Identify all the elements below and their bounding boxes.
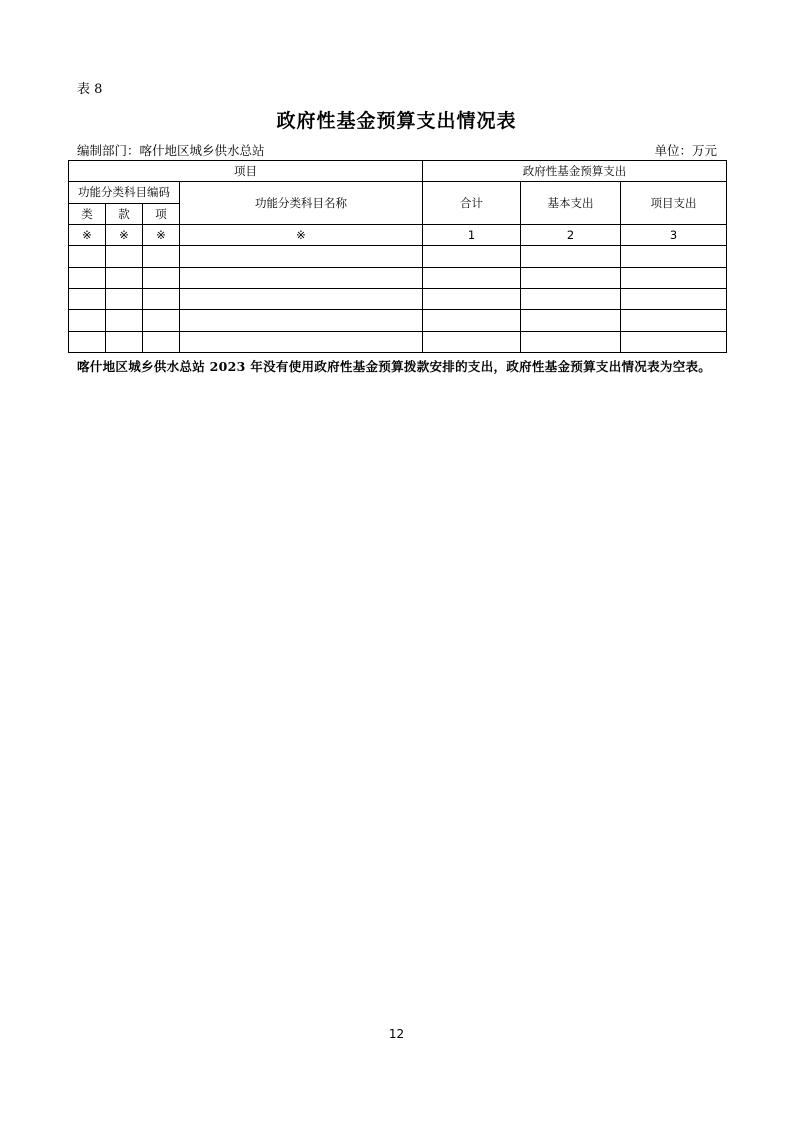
table-cell <box>143 310 180 331</box>
index-cell: ※ <box>69 224 106 245</box>
header-xiang: 项 <box>143 203 180 224</box>
table-cell <box>180 331 423 352</box>
table-row <box>69 310 727 331</box>
table-cell <box>621 310 727 331</box>
table-cell <box>180 246 423 267</box>
budget-table <box>68 160 727 353</box>
table-cell <box>180 310 423 331</box>
table-cell <box>521 310 621 331</box>
table-row <box>69 246 727 267</box>
table-cell <box>423 246 521 267</box>
department-label: 编制部门：喀什地区城乡供水总站 <box>77 143 265 158</box>
table-cell <box>69 288 106 309</box>
table-cell <box>106 288 143 309</box>
table-cell <box>521 246 621 267</box>
table-cell <box>69 331 106 352</box>
index-cell: ※ <box>180 224 423 245</box>
header-item: 项目 <box>69 161 423 182</box>
table-cell <box>143 288 180 309</box>
table-cell <box>143 267 180 288</box>
table-cell <box>106 246 143 267</box>
table-cell <box>621 246 727 267</box>
table-cell <box>423 267 521 288</box>
page-title: 政府性基金预算支出情况表 <box>276 110 517 132</box>
table-cell <box>143 331 180 352</box>
page-number: 12 <box>388 1027 405 1041</box>
table-cell <box>69 267 106 288</box>
header-basic: 基本支出 <box>521 182 621 225</box>
header-kuan: 款 <box>106 203 143 224</box>
unit-label: 单位：万元 <box>654 143 717 158</box>
header-project: 项目支出 <box>621 182 727 225</box>
header-function-code: 功能分类科目编码 <box>69 182 180 203</box>
header-total: 合计 <box>423 182 521 225</box>
header-lei: 类 <box>69 203 106 224</box>
table-cell <box>143 246 180 267</box>
index-cell: 2 <box>521 224 621 245</box>
index-row <box>69 224 727 245</box>
index-cell: ※ <box>143 224 180 245</box>
table-cell <box>423 310 521 331</box>
table-row <box>69 288 727 309</box>
table-cell <box>621 331 727 352</box>
table-cell <box>106 267 143 288</box>
table-row <box>69 331 727 352</box>
table-cell <box>106 331 143 352</box>
index-cell: 1 <box>423 224 521 245</box>
table-cell <box>621 288 727 309</box>
empty-table-note: 喀什地区城乡供水总站 2023 年没有使用政府性基金预算拨款安排的支出，政府性基金预算支出情况表为空表。 <box>77 359 712 374</box>
index-cell: 3 <box>621 224 727 245</box>
table-cell <box>180 267 423 288</box>
table-cell <box>521 288 621 309</box>
table-label: 表 8 <box>77 82 103 97</box>
table-cell <box>621 267 727 288</box>
table-cell <box>423 331 521 352</box>
header-function-name: 功能分类科目名称 <box>180 182 423 225</box>
header-expenditure: 政府性基金预算支出 <box>423 161 727 182</box>
table-cell <box>106 310 143 331</box>
table-row <box>69 267 727 288</box>
table-cell <box>521 331 621 352</box>
index-cell: ※ <box>106 224 143 245</box>
table-cell <box>521 267 621 288</box>
table-cell <box>69 246 106 267</box>
table-cell <box>69 310 106 331</box>
table-cell <box>423 288 521 309</box>
table-cell <box>180 288 423 309</box>
